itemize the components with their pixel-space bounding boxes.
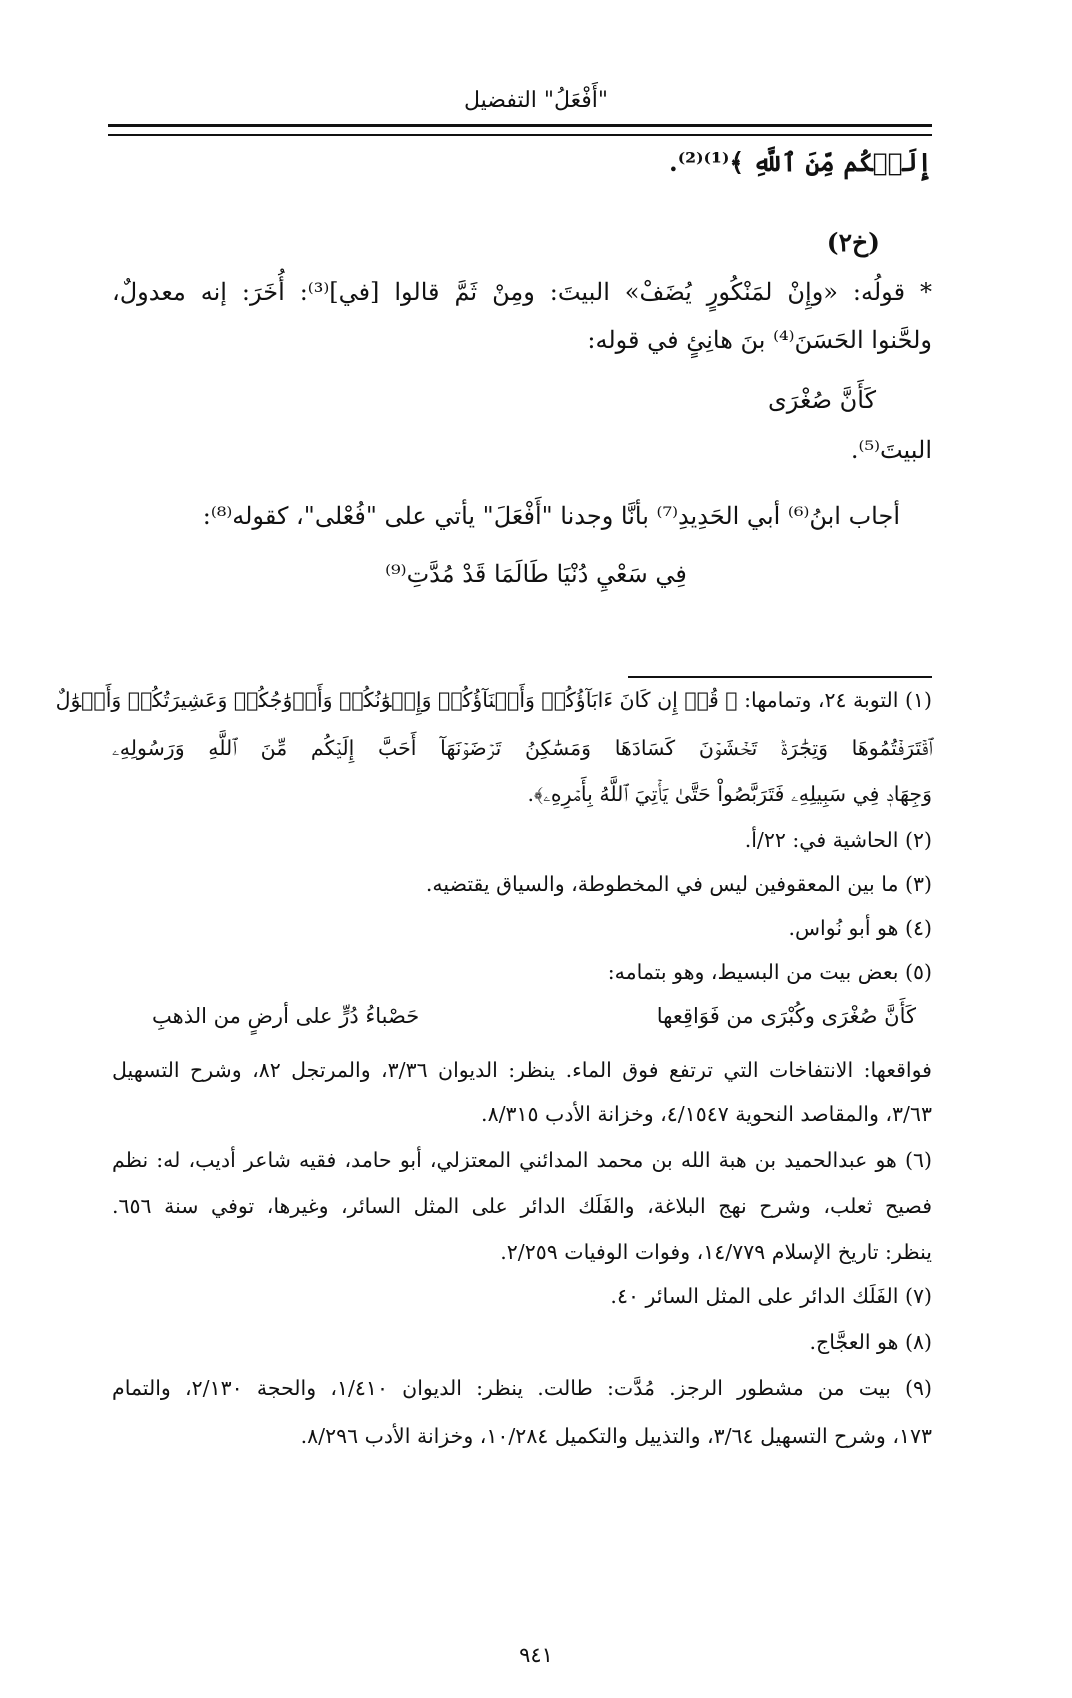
quran-continuation-line: إِلَيۡكُم مِّنَ ٱللَّهِ ﴾⁽¹⁾⁽²⁾. bbox=[668, 148, 932, 177]
header-rule-thin bbox=[108, 134, 932, 136]
footnote-1-line-2: ٱقۡتَرَفۡتُمُوهَا وَتِجَٰرَةٞ تَخۡشَوۡنَ كَسَادَهَا وَمَسَٰكِنُ تَرۡضَوۡنَهَآ أَحَبَّ إِلَيۡكُم مِّنَ ٱللَّهِ وَرَسُولِهِۦ bbox=[112, 736, 932, 760]
footnote-1-line-3: وَجِهَادٖ فِي سَبِيلِهِۦ فَتَرَبَّصُواْ حَتَّىٰ يَأۡتِيَ ٱللَّهُ بِأَمۡرِهِۦ﴾. bbox=[527, 782, 932, 806]
header-rule-thick bbox=[108, 124, 932, 127]
paragraph-1-line-2: ولحَّنوا الحَسَنَ⁽⁴⁾ بنَ هانِئٍ في قوله: bbox=[587, 326, 932, 354]
footnote-5-line-4: ٣/٦٣، والمقاصد النحوية ٤/١٥٤٧، وخزانة الأدب ٨/٣١٥. bbox=[481, 1102, 932, 1126]
footnote-4: (٤) هو أبو نُواس. bbox=[788, 916, 932, 940]
footnote-6-line-2: فصيح ثعلب، وشرح نهج البلاغة، والفَلَك الدائر على المثل السائر، وغيرها، توفي سنة ٦٥٦. bbox=[112, 1194, 932, 1218]
verse-fragment-tail: البيتَ⁽⁵⁾. bbox=[850, 436, 932, 464]
footnote-5-hemistich-1: كَأَنَّ صُغْرَى وكُبْرَى من فَوَاقِعها bbox=[656, 1004, 916, 1028]
page-number: ٩٤١ bbox=[519, 1643, 553, 1667]
paragraph-2: أجاب ابنُ⁽⁶⁾ أبي الحَدِيدِ⁽⁷⁾ بأنَّا وجدنا "أَفْعَلَ" يأتي على "فُعْلى"، كقوله⁽⁸⁾: bbox=[202, 502, 900, 530]
footnote-7: (٧) الفَلَك الدائر على المثل السائر ٤٠. bbox=[610, 1284, 932, 1308]
footnote-3: (٣) ما بين المعقوفين ليس في المخطوطة، والسياق يقتضيه. bbox=[425, 872, 932, 896]
running-header-title: "أَفْعَلُ" التفضيل bbox=[463, 88, 609, 113]
verse-fragment: كَأَنَّ صُغْرَى bbox=[768, 386, 876, 414]
footnote-1-line-1: (١) التوبة ٢٤، وتمامها: ﴿ قُلۡ إِن كَانَ ءَابَآؤُكُمۡ وَأَبۡنَآؤُكُمۡ وَإِخۡوَٰنُكُمۡ وَأَزۡوَٰجُكُمۡ وَعَشِيرَتُكُمۡ وَأَمۡوَٰلٌ bbox=[55, 688, 932, 712]
footnote-5: (٥) بعض بيت من البسيط، وهو بتمامه: bbox=[607, 960, 932, 984]
footnote-5-line-3: فواقعها: الانتفاخات التي ترتفع فوق الماء. ينظر: الديوان ٣/٣٦، والمرتجل ٨٢، وشرح التسهيل bbox=[112, 1058, 932, 1082]
quoted-verse: فِي سَعْيِ دُنْيَا طَالَمَا قَدْ مُدَّتِ⁽⁹⁾ bbox=[385, 560, 687, 588]
footnote-9-line-1: (٩) بيت من مشطور الرجز. مُدَّت: طالت. ينظر: الديوان ١/٤١٠، والحجة ٢/١٣٠، والتمام bbox=[112, 1376, 933, 1400]
footnote-5-hemistich-2: حَصْباءُ دُرٍّ على أرضٍ من الذهبِ bbox=[152, 1004, 420, 1028]
footnote-9-line-2: ١٧٣، وشرح التسهيل ٣/٦٤، والتذييل والتكميل ١٠/٢٨٤، وخزانة الأدب ٨/٢٩٦. bbox=[300, 1424, 932, 1448]
paragraph-1-line-1: * قولُه: «وإِنْ لمَنْكُورٍ يُضَفْ» البيتَ: ومِنْ ثَمَّ قالوا [في]⁽³⁾: أُخَرَ: إنه معدولٌ، bbox=[112, 278, 932, 306]
footnote-2: (٢) الحاشية في: ٢٢/أ. bbox=[744, 828, 932, 852]
footnote-8: (٨) هو العجَّاج. bbox=[809, 1330, 932, 1354]
footnote-6-line-3: ينظر: تاريخ الإسلام ١٤/٧٧٩، وفوات الوفيات ٢/٢٥٩. bbox=[500, 1240, 932, 1264]
footnote-6-line-1: (٦) هو عبدالحميد بن هبة الله بن محمد المدائني المعتزلي، أبو حامد، فقيه شاعر أديب، له: نظم bbox=[112, 1148, 932, 1172]
footnote-separator bbox=[628, 676, 932, 678]
section-heading: (خ٢) bbox=[826, 228, 880, 257]
